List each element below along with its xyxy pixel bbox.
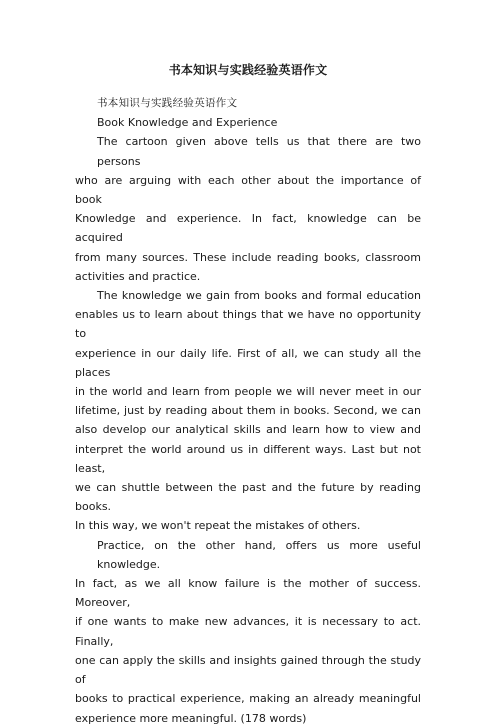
paragraph-line: In this way, we won't repeat the mistakes of others. bbox=[75, 519, 361, 533]
paragraph-line: experience more meaningful. (178 words) bbox=[75, 711, 307, 725]
paragraph-line: if one wants to make new advances, it is necessary to act. Finally, bbox=[75, 615, 421, 648]
paragraph-line: in the world and learn from people we will never meet in our bbox=[75, 385, 421, 399]
paragraph-line: The knowledge we gain from books and formal education bbox=[97, 289, 421, 303]
paragraph-line: we can shuttle between the past and the future by reading books. bbox=[75, 481, 421, 514]
paragraph-line: In fact, as we all know failure is the mother of success. Moreover, bbox=[75, 577, 421, 610]
paragraph-3 bbox=[75, 536, 421, 728]
paragraph-line: one can apply the skills and insights gained through the study of bbox=[75, 653, 421, 687]
paragraph-line: lifetime, just by reading about them in books. Second, we can bbox=[75, 404, 421, 418]
document-title: 书本知识与实践经验英语作文 bbox=[168, 63, 328, 77]
essay-title: Book Knowledge and Experience bbox=[97, 116, 278, 130]
paragraph-line: interpret the world around us in different ways. Last but not least, bbox=[75, 442, 421, 475]
paragraph-1 bbox=[75, 132, 421, 286]
paragraph-line: enables us to learn about things that we have no opportunity to bbox=[75, 308, 421, 341]
paragraph-line: also develop our analytical skills and learn how to view and bbox=[75, 423, 421, 437]
paragraph-line: experience in our daily life. First of all, we can study all the places bbox=[75, 346, 421, 379]
paragraph-line: Knowledge and experience. In fact, knowledge can be acquired bbox=[75, 212, 421, 245]
paragraph-line: books to practical experience, making an already meaningful bbox=[75, 692, 421, 706]
document-subtitle: 书本知识与实践经验英语作文 bbox=[97, 97, 238, 109]
paragraph-line: who are arguing with each other about the importance of book bbox=[75, 173, 421, 207]
paragraph-line: The cartoon given above tells us that there are two persons bbox=[97, 135, 421, 168]
paragraph-2 bbox=[75, 286, 421, 536]
document-body bbox=[75, 94, 421, 728]
paragraph-line: activities and practice. bbox=[75, 269, 201, 283]
paragraph-line: Practice, on the other hand, offers us more useful knowledge. bbox=[97, 538, 421, 571]
paragraph-line: from many sources. These include reading books, classroom bbox=[75, 250, 421, 264]
